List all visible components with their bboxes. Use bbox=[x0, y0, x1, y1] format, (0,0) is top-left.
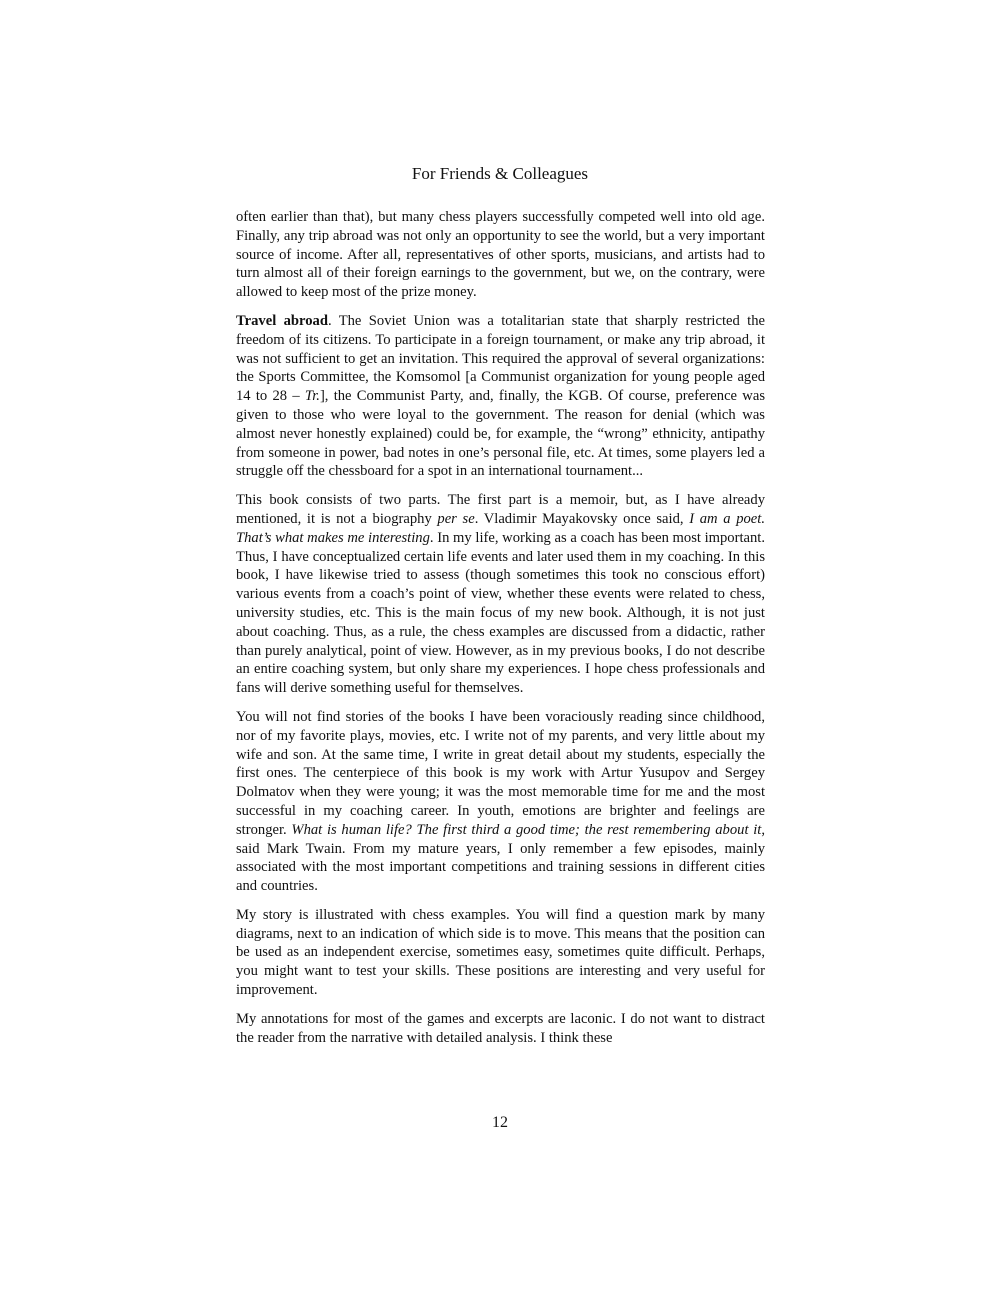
paragraph-2-text-b: ], the Communist Party, and, finally, the KGB. Of course, preference was given to those who were loyal to the government. The reason for denial (which was almost never honestly explained) could be, for example, the “wrong” ethnicity, antipathy from someone in power, bad notes in one’s personal file, etc. At times, some players led a struggle off the chessboard for a spot in an international tournament... bbox=[236, 388, 765, 480]
paragraph-1-text: often earlier than that), but many chess players successfully competed well into old age. Finally, any trip abroad was not only an opportunity to see the world, but a very important source of income. After all, representatives of other sports, musicians, and artists had to turn almost all of their foreign earnings to the government, but we, on the contrary, were allowed to keep most of the prize money. bbox=[236, 209, 765, 301]
mayakovsky-quote: I am a poet. That’s what makes me interesting bbox=[236, 510, 765, 546]
body-text bbox=[236, 208, 765, 1057]
paragraph-4-text-b: , said Mark Twain. From my mature years, I only remember a few episodes, mainly associated with the most important competitions and training sessions in different cities and countries. bbox=[236, 821, 765, 895]
paragraph-3 bbox=[236, 491, 765, 698]
paragraph-3-italic-a: per se bbox=[437, 510, 475, 527]
paragraph-1 bbox=[236, 208, 765, 302]
paragraph-2-text-a: . The Soviet Union was a totalitarian state that sharply restricted the freedom of its citizens. To participate in a foreign tournament, or make any trip abroad, it was not sufficient to get an invitation. This required the approval of several organizations: the Sports Committee, the Komsomol [a Communist organization for young people aged 14 to 28 – bbox=[236, 312, 765, 405]
paragraph-4 bbox=[236, 708, 765, 896]
running-head: For Friends & Colleagues bbox=[411, 164, 589, 183]
page-number: 12 bbox=[492, 1114, 508, 1131]
paragraph-5-text: My story is illustrated with chess examples. You will find a question mark by many diagrams, next to an indication of which side is to move. This means that the position can be used as an independent exercise, sometimes easy, sometimes quite difficult. Perhaps, you might want to test your skills. These positions are interesting and very useful for improvement. bbox=[236, 906, 765, 999]
translator-note: Tr. bbox=[304, 388, 320, 405]
paragraph-6 bbox=[236, 1010, 765, 1048]
paragraph-4-text-a: You will not find stories of the books I have been voraciously reading since childhood, nor of my favorite plays, movies, etc. I write not of my parents, and very little about my wife and son. At the same time, I write in great detail about my students, especially the first ones. The centerpiece of this book is my work with Artur Yusupov and Sergey Dolmatov when they were young; it was the most memorable time for me and the most successful in my coaching career. In youth, emotions are brighter and feelings are stronger. bbox=[236, 708, 765, 838]
section-heading-travel-abroad: Travel abroad bbox=[236, 312, 328, 329]
paragraph-2 bbox=[236, 312, 765, 481]
paragraph-6-text: My annotations for most of the games and excerpts are laconic. I do not want to distract the reader from the narrative with detailed analysis. I think these bbox=[236, 1010, 765, 1046]
paragraph-5 bbox=[236, 906, 765, 1000]
mark-twain-quote: What is human life? The first third a good time; the rest remembering about it bbox=[291, 821, 762, 838]
paragraph-3-text-c: . In my life, working as a coach has been most important. Thus, I have conceptualized certain life events and later used them in my coaching. In this book, I have likewise tried to assess (though sometimes this took no conscious effort) various events from a coach’s point of view, whether these events were related to chess, university studies, etc. This is the main focus of my new book. Although, it is not just about coaching. Thus, as a rule, the chess examples are discussed from a didactic, rather than purely analytical, point of view. However, as in my previous books, I do not describe an entire coaching system, but only share my experiences. I hope chess professionals and fans will derive something useful for themselves. bbox=[236, 529, 765, 697]
paragraph-3-text-a: This book consists of two parts. The first part is a memoir, but, as I have already mentioned, it is not a biography bbox=[236, 492, 765, 527]
paragraph-3-text-b: . Vladimir Mayakovsky once said, bbox=[474, 510, 690, 527]
